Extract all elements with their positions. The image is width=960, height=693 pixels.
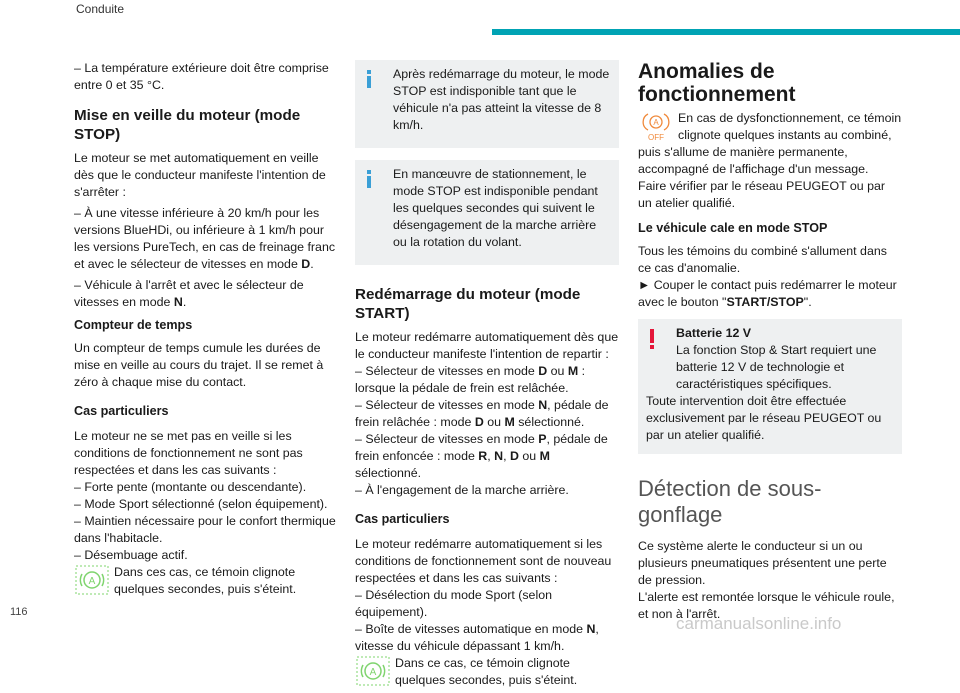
anomalies-paragraph: En cas de dysfonctionnement, ce témoin clignote quelques instants au combiné, puis s'allume de manière permanente, accompagné de l'affichage d'un message. (638, 111, 902, 176)
lamp-note (74, 564, 338, 598)
page-number: 116 (10, 606, 28, 618)
running-header: Conduite (76, 2, 125, 16)
info-note-1-text: Après redémarrage du moteur, le mode STOP est indisponible tant que le véhicule n'a pas atteint la vitesse de 8 km/h. (393, 67, 610, 132)
warning-note (638, 319, 902, 454)
lamp-text: Dans ces cas, ce témoin clignote quelques secondes, puis s'éteint. (114, 565, 297, 596)
column-3 (638, 60, 902, 627)
special-heading: Cas particuliers (74, 404, 169, 418)
info-note-2 (355, 160, 619, 265)
warning-paragraph-2: Toute intervention doit être effectuée exclusivement par le réseau PEUGEOT ou par un atelier qualifié. (646, 394, 882, 442)
detection-heading: Détection de sous-gonflage (638, 476, 822, 527)
start-paragraph: Le moteur redémarre automatiquement dès que le conducteur manifeste l'intention de repartir : (355, 330, 619, 361)
stall-action: ► Couper le contact puis redémarrer le moteur avec le bouton "START/STOP". (638, 278, 897, 309)
warning-paragraph: La fonction Stop & Start requiert une batterie 12 V de technologie et caractéristiques spécifiques. (676, 343, 877, 391)
detection-paragraph-2: L'alerte est remontée lorsque le véhicule roule, et non à l'arrêt. (638, 590, 895, 621)
stop-heading: Mise en veille du moteur (mode STOP) (74, 107, 301, 143)
stop-start-warning-icon (74, 564, 110, 596)
column-1 (74, 60, 338, 602)
anomalies-block (638, 110, 902, 212)
stop-start-warning-icon (355, 655, 391, 687)
svg-text:OFF: OFF (648, 133, 664, 142)
special-item-2: – Boîte de vitesses automatique en mode N, vitesse du véhicule dépassant 1 km/h. (355, 622, 599, 653)
stall-paragraph: Tous les témoins du combiné s'allument dans ce cas d'anomalie. (638, 244, 887, 275)
special-item-1: – Désélection du mode Sport (selon équipement). (355, 588, 552, 619)
svg-text:A: A (88, 576, 96, 587)
stall-heading: Le véhicule cale en mode STOP (638, 221, 828, 235)
counter-heading: Compteur de temps (74, 318, 193, 332)
list-item: – Forte pente (montante ou descendante). (74, 480, 307, 494)
start-item-3: – Sélecteur de vitesses en mode P, pédale de frein enfoncée : mode R, N, D ou M sélectionné. (355, 432, 608, 480)
lamp-text-2: Dans ce cas, ce témoin clignote quelques secondes, puis s'éteint. (395, 656, 578, 687)
special-heading-2: Cas particuliers (355, 512, 450, 526)
info-icon (367, 70, 371, 88)
warning-icon (650, 329, 654, 349)
lamp-note-2 (355, 655, 619, 689)
stop-paragraph: Le moteur se met automatiquement en veille dès que le conducteur manifeste l'intention de s'arrêter : (74, 151, 326, 199)
info-icon (367, 170, 371, 188)
start-item-2: – Sélecteur de vitesses en mode N, pédale de frein relâchée : mode D ou M sélectionné. (355, 398, 609, 429)
warning-title: Batterie 12 V (676, 326, 752, 340)
anomalies-heading: Anomalies de fonctionnement (638, 60, 796, 106)
svg-text:A: A (369, 667, 377, 678)
special-paragraph: Le moteur ne se met pas en veille si les conditions de fonctionnement ne sont pas respectées et dans les cas suivants : (74, 429, 303, 477)
detection-paragraph: Ce système alerte le conducteur si un ou plusieurs pneumatiques présentent une perte de pression. (638, 539, 887, 587)
special-paragraph-2: Le moteur redémarre automatiquement si les conditions de fonctionnement sont de nouveau respectées et dans les cas suivants : (355, 537, 612, 585)
intro-text: – La température extérieure doit être comprise entre 0 et 35 °C. (74, 61, 329, 92)
list-item: – Mode Sport sélectionné (selon équipement). (74, 497, 328, 511)
start-item-4: – À l'engagement de la marche arrière. (355, 483, 569, 497)
start-item-1: – Sélecteur de vitesses en mode D ou M : lorsque la pédale de frein est relâchée. (355, 364, 586, 395)
svg-text:A: A (653, 118, 659, 127)
info-note-2-text: En manœuvre de stationnement, le mode STOP est indisponible pendant les quelques secondes qui suivent le désengagement de la marche arrière ou la rotation du volant. (393, 167, 598, 249)
column-2 (355, 60, 619, 693)
start-heading: Redémarrage du moteur (mode START) (355, 286, 581, 322)
list-item: – Désembuage actif. (74, 548, 188, 562)
watermark: carmanualsonline.info (676, 614, 842, 633)
header-accent-bar (492, 29, 960, 35)
list-item: – Maintien nécessaire pour le confort thermique dans l'habitacle. (74, 514, 336, 545)
info-note-1 (355, 60, 619, 148)
stop-item-2: – Véhicule à l'arrêt et avec le sélecteur de vitesses en mode N. (74, 278, 304, 309)
counter-paragraph: Un compteur de temps cumule les durées de mise en veille au cours du trajet. Il se remet à zéro à chaque mise du contact. (74, 341, 324, 389)
stop-start-off-icon (638, 110, 674, 142)
stop-item-1: – À une vitesse inférieure à 20 km/h pour les versions BlueHDi, ou inférieure à 1 km/h pour les versions PureTech, en cas de freinage franc et avec le sélecteur de vitesses en mode D. (74, 206, 336, 271)
anomalies-paragraph-2: Faire vérifier par le réseau PEUGEOT ou par un atelier qualifié. (638, 179, 885, 210)
special-list (74, 479, 338, 564)
